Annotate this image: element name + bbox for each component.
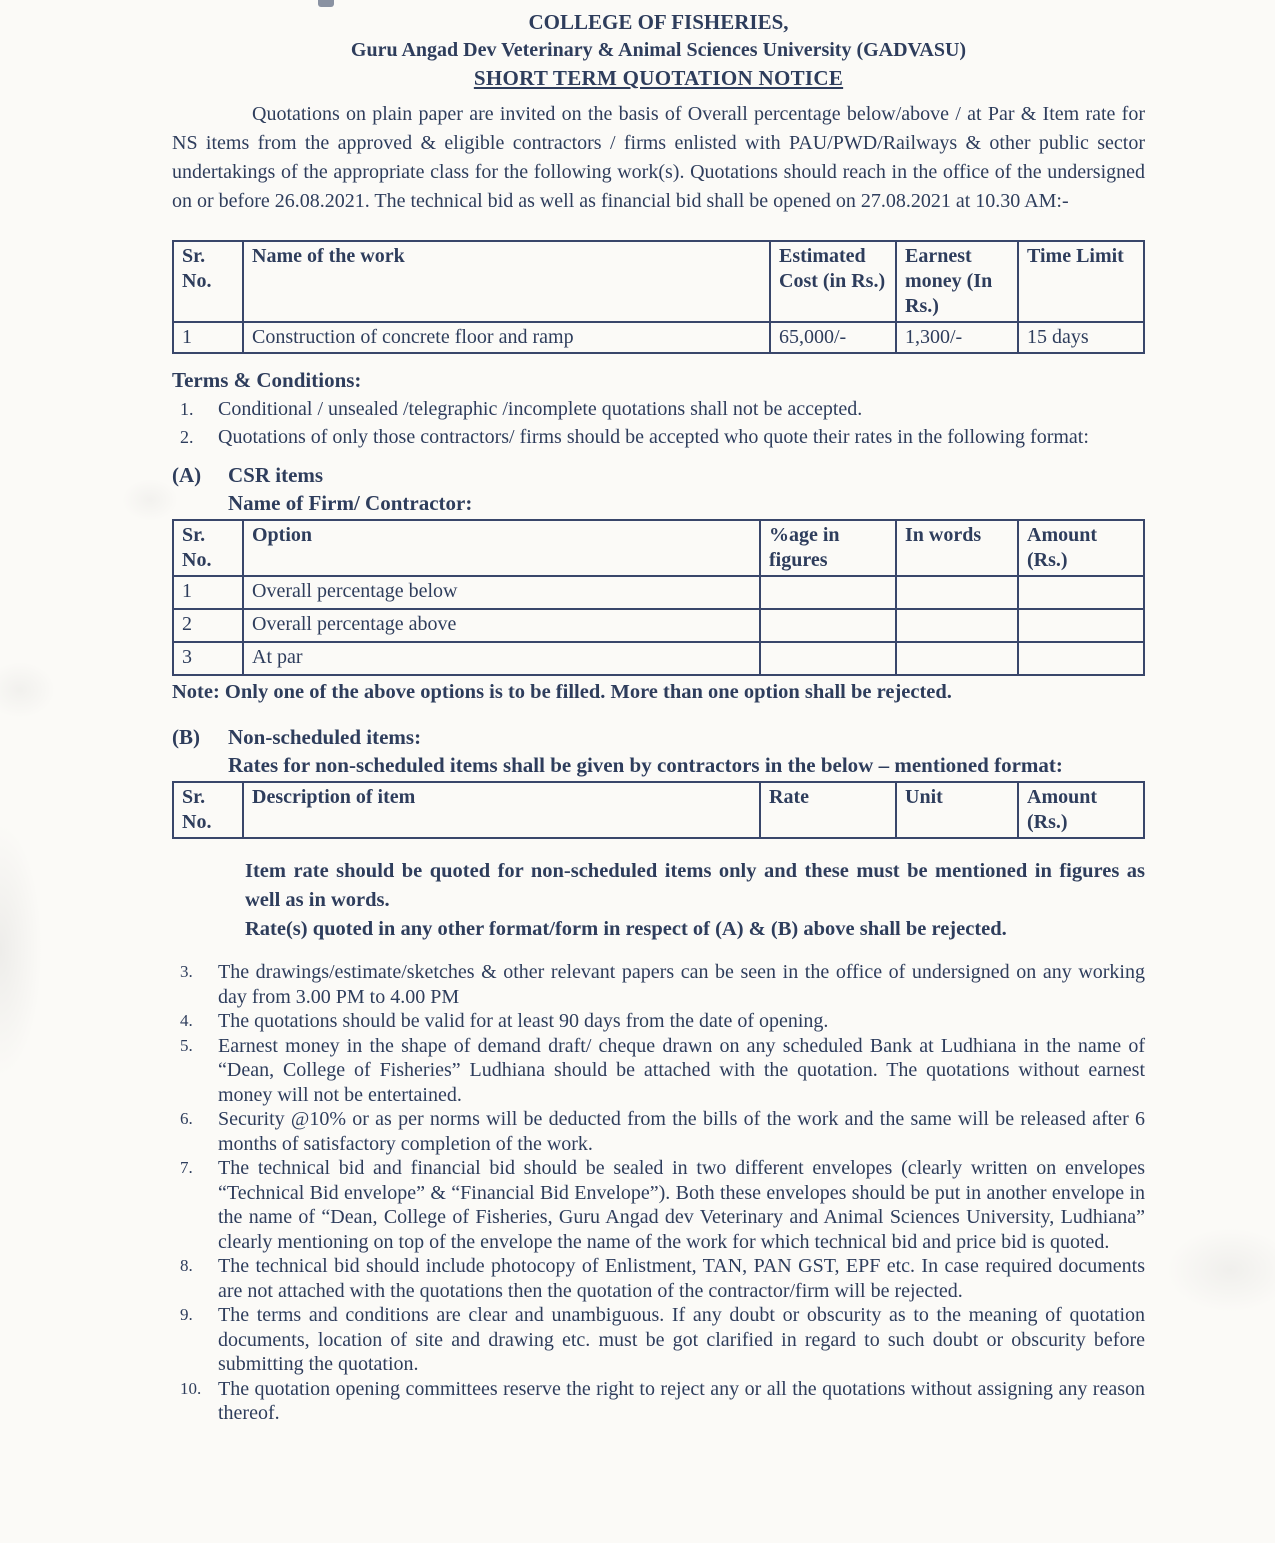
list-item	[172, 1107, 1145, 1156]
cell-percentage-blank	[760, 576, 896, 609]
list-item-number: 10.	[180, 1378, 202, 1398]
section-b-label: (B)	[172, 725, 200, 749]
cell-amount-blank	[1018, 609, 1144, 642]
list-item	[172, 1156, 1145, 1254]
cell-option: Overall percentage above	[243, 609, 760, 642]
non-scheduled-items-table	[172, 781, 1145, 839]
table-header-row	[173, 520, 1144, 576]
list-item-text: Conditional / unsealed /telegraphic /incomplete quotations shall not be accepted.	[218, 398, 863, 420]
item-rate-emphasis	[245, 857, 1145, 944]
intro-paragraph: Quotations on plain paper are invited on the basis of Overall percentage below/above / at Par & Item rate for NS items from the approved & eligible contractors / firms enlisted with PAU/PWD/Railways & other public sector undertakings of the appropriate class for the following work(s). Quotations should reach in the office of the undersigned on or before 26.08.2021. The technical bid as well as financial bid shall be opened on 27.08.2021 at 10.30 AM:-	[172, 103, 1145, 212]
table-header-row	[173, 241, 1144, 322]
work-details-table	[172, 240, 1145, 354]
cell-estimated-cost: 65,000/-	[770, 322, 896, 353]
cell-time-limit: 15 days	[1018, 322, 1144, 353]
column-header-earnest-money: Earnest money (In Rs.)	[896, 241, 1018, 322]
section-a-title: CSR items	[228, 463, 324, 487]
table-row	[173, 322, 1144, 353]
section-b-title: Non-scheduled items:	[228, 725, 422, 749]
column-header-rate: Rate	[760, 782, 896, 838]
list-item-text: The technical bid should include photocopy of Enlistment, TAN, PAN GST, EPF etc. In case required documents are not attached with the quotations then the quotation of the contractor/firm will be rejected.	[218, 1255, 1145, 1302]
firm-contractor-label: Name of Firm/ Contractor:	[228, 491, 473, 515]
list-item	[172, 1254, 1145, 1303]
emphasis-line-2: Rate(s) quoted in any other format/form in respect of (A) & (B) above shall be rejected.	[245, 918, 1007, 940]
list-item-text: The technical bid and financial bid should be sealed in two different envelopes (clearly written on envelopes “Technical Bid envelope” & “Financial Bid Envelope”). Both these envelopes should be put in another envelope in the name of “Dean, College of Fisheries, Guru Angad dev Veterinary and Animal Sciences University, Ludhiana” clearly mentioning on top of the envelope the name of the work for which technical bid and price bid is quoted.	[218, 1157, 1145, 1253]
list-item-number: 5.	[180, 1035, 193, 1055]
table-row	[173, 576, 1144, 609]
non-scheduled-rates-label: Rates for non-scheduled items shall be given by contractors in the below – mentioned format:	[228, 753, 1063, 777]
list-item	[172, 1034, 1145, 1108]
list-item-text: The terms and conditions are clear and unambiguous. If any doubt or obscurity as to the meaning of quotation documents, location of site and drawing etc. must be got clarified in regard to such doubt or obscurity before submitting the quotation.	[218, 1304, 1145, 1375]
cell-sr-no: 1	[173, 322, 243, 353]
section-a-label: (A)	[172, 463, 202, 487]
column-header-amount: Amount (Rs.)	[1018, 520, 1144, 576]
column-header-sr-no: Sr. No.	[173, 520, 243, 576]
emphasis-line-1: Item rate should be quoted for non-scheduled items only and these must be mentioned in figures as well as in words.	[245, 860, 1145, 911]
column-header-in-words: In words	[896, 520, 1018, 576]
cell-percentage-blank	[760, 642, 896, 675]
table-row	[173, 642, 1144, 675]
section-b-heading	[172, 723, 1145, 751]
column-header-percentage: %age in figures	[760, 520, 896, 576]
cell-option: At par	[243, 642, 760, 675]
list-item-number: 4.	[180, 1011, 193, 1030]
document-header	[172, 8, 1145, 92]
table-row	[173, 609, 1144, 642]
cell-amount-blank	[1018, 642, 1144, 675]
list-item-number: 1.	[180, 399, 194, 419]
cell-work-name: Construction of concrete floor and ramp	[243, 322, 770, 353]
column-header-estimated-cost: Estimated Cost (in Rs.)	[770, 241, 896, 322]
list-item-number: 2.	[180, 427, 194, 447]
cell-in-words-blank	[896, 642, 1018, 675]
section-a	[172, 461, 1145, 707]
column-header-option: Option	[243, 520, 760, 576]
cell-in-words-blank	[896, 576, 1018, 609]
list-item-number: 3.	[180, 962, 193, 981]
column-header-description: Description of item	[243, 782, 760, 838]
list-item	[172, 960, 1145, 1009]
section-a-heading	[172, 461, 1145, 489]
cell-amount-blank	[1018, 576, 1144, 609]
cell-sr-no: 3	[173, 642, 243, 675]
cell-sr-no: 2	[173, 609, 243, 642]
cell-option: Overall percentage below	[243, 576, 760, 609]
institution-name: COLLEGE OF FISHERIES,	[528, 10, 789, 34]
list-item-text: Earnest money in the shape of demand draft/ cheque drawn on any scheduled Bank at Ludhiana in the name of “Dean, College of Fisheries” Ludhiana should be attached with the quotation. The quotations without earnest money will not be entertained.	[218, 1034, 1145, 1106]
list-item-number: 6.	[180, 1109, 193, 1128]
university-name: Guru Angad Dev Veterinary & Animal Sciences University (GADVASU)	[350, 39, 967, 61]
table-header-row	[173, 782, 1144, 838]
list-item-number: 8.	[180, 1256, 193, 1275]
options-note: Note: Only one of the above options is to be filled. More than one option shall be rejected.	[172, 681, 952, 703]
terms-list-1-2	[172, 395, 1145, 451]
terms-list-3-10	[172, 960, 1145, 1426]
list-item-number: 9.	[180, 1305, 193, 1324]
csr-options-table	[172, 519, 1145, 676]
notice-title: SHORT TERM QUOTATION NOTICE	[473, 66, 844, 90]
list-item-number: 7.	[180, 1158, 193, 1177]
cell-sr-no: 1	[173, 576, 243, 609]
list-item	[172, 395, 1145, 423]
list-item-text: The drawings/estimate/sketches & other relevant papers can be seen in the office of undersigned on any working day from 3.00 PM to 4.00 PM	[218, 961, 1145, 1008]
column-header-unit: Unit	[896, 782, 1018, 838]
list-item-text: The quotation opening committees reserve the right to reject any or all the quotations without assigning any reason thereof.	[218, 1377, 1145, 1424]
cell-percentage-blank	[760, 609, 896, 642]
terms-conditions-heading: Terms & Conditions:	[172, 368, 362, 392]
list-item	[172, 423, 1145, 451]
cell-in-words-blank	[896, 609, 1018, 642]
list-item	[172, 1303, 1145, 1377]
list-item	[172, 1009, 1145, 1034]
column-header-sr-no: Sr. No.	[173, 782, 243, 838]
column-header-amount: Amount (Rs.)	[1018, 782, 1144, 838]
column-header-sr-no: Sr. No.	[173, 241, 243, 322]
cell-earnest-money: 1,300/-	[896, 322, 1018, 353]
section-b	[172, 723, 1145, 839]
list-item-text: Security @10% or as per norms will be deducted from the bills of the work and the same will be released after 6 months of satisfactory completion of the work.	[218, 1108, 1145, 1155]
column-header-time-limit: Time Limit	[1018, 241, 1144, 322]
column-header-work-name: Name of the work	[243, 241, 770, 322]
list-item	[172, 1377, 1145, 1426]
scan-artifact	[318, 0, 334, 7]
list-item-text: The quotations should be valid for at least 90 days from the date of opening.	[218, 1010, 829, 1032]
list-item-text: Quotations of only those contractors/ firms should be accepted who quote their rates in the following format:	[218, 426, 1089, 448]
